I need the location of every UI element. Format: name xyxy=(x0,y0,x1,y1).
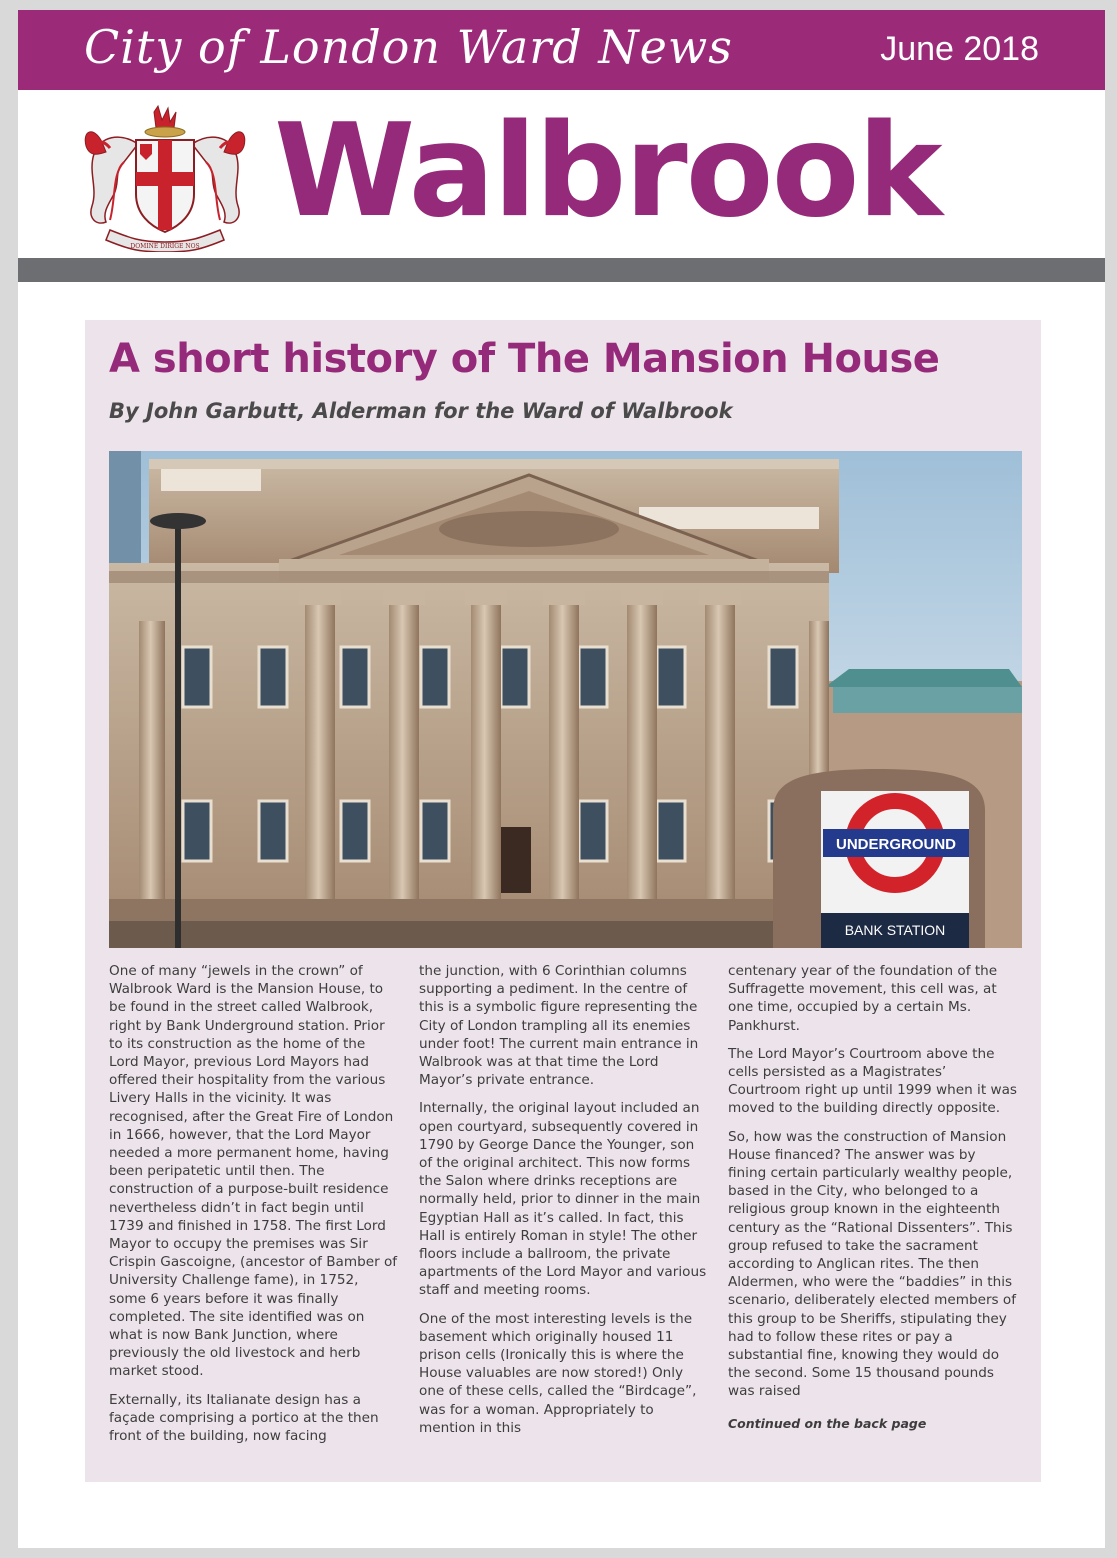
article-byline: By John Garbutt, Alderman for the Ward of Walbrook xyxy=(109,399,733,423)
article-columns xyxy=(109,962,1022,1462)
bank-station-text: BANK STATION xyxy=(844,922,946,938)
article-column-3 xyxy=(728,962,1018,1433)
ward-name: Walbrook xyxy=(274,97,941,246)
masthead-band xyxy=(18,10,1105,90)
divider-rule xyxy=(18,258,1105,282)
issue-date: June 2018 xyxy=(880,30,1039,68)
crest-motto: DOMINE DIRIGE NOS xyxy=(130,243,200,250)
column-1-paragraph: One of many “jewels in the crown” of Walbrook Ward is the Mansion House, to be found in the street called Walbrook, right by Bank Underground station. Prior to its construction as the home of the Lord Mayor, previous Lord Mayors had offered their hospitality from the various Livery Halls in the vicinity. It was recognised, after the Great Fire of London in 1666, however, that the Lord Mayor needed a more permanent home, having been peripatetic until then. The construction of a purpose-built residence nevertheless didn’t in fact begin until 1739 and finished in 1758. The first Lord Mayor to occupy the premises was Sir Crispin Gascoigne, (ancestor of Bamber of University Challenge fame), in 1752, some 6 years before it was finally completed. The site identified was on what is now Bank Junction, where previously the old livestock and herb market stood. xyxy=(109,963,398,1380)
city-of-london-crest-icon xyxy=(80,102,250,252)
mansion-house-photo xyxy=(109,451,1022,948)
article-panel xyxy=(85,320,1041,1482)
column-3-paragraph: So, how was the construction of Mansion House financed? The answer was by fining certain particularly wealthy people, based in the City, who belonged to a religious group known in the eighteenth century as the “Rational Dissenters”. This group refused to take the sacrament according to Anglican rites. The then Aldermen, who were the “baddies” in this scenario, deliberately elected members of this group to be Sheriffs, stipulating they had to follow these rites or pay a substantial fine, knowing they would do the second. Some 15 thousand pounds was raised xyxy=(728,1128,1017,1400)
article-title: A short history of The Mansion House xyxy=(109,336,940,382)
article-column-1 xyxy=(109,962,399,1455)
series-title: City of London Ward News xyxy=(84,20,733,74)
column-1-paragraph: Externally, its Italianate design has a façade comprising a portico at the then front of the building, now facing xyxy=(109,1391,379,1445)
column-2-paragraph: Internally, the original layout included an open courtyard, subsequently covered in 1790 by George Dance the Younger, son of the original architect. This now forms the Salon where drinks receptions are normally held, prior to dinner in the main Egyptian Hall as it’s called. In fact, this Hall is entirely Roman in style! The other floors include a ballroom, the private apartments of the Lord Mayor and various staff and meeting rooms. xyxy=(419,1100,707,1299)
underground-sign-text: UNDERGROUND xyxy=(836,836,956,853)
column-3-paragraph: centenary year of the foundation of the Suffragette movement, this cell was, at one time, occupied by a certain Ms. Pankhurst. xyxy=(728,963,998,1034)
column-2-paragraph: the junction, with 6 Corinthian columns supporting a pediment. In the centre of this is a symbolic figure representing the City of London trampling all its enemies under foot! The current main entrance in Walbrook was at that time the Lord Mayor’s private entrance. xyxy=(419,963,699,1089)
column-2-paragraph: One of the most interesting levels is the basement which originally housed 11 prison cells (Ironically this is where the House valuables are now stored!) Only one of these cells, called the “Birdcage”, was for a woman. Appropriately to mention in this xyxy=(419,1310,697,1436)
column-3-paragraph: The Lord Mayor’s Courtroom above the cells persisted as a Magistrates’ Courtroom right up until 1999 when it was moved to the building directly opposite. xyxy=(728,1045,1017,1117)
newsletter-page xyxy=(18,10,1105,1548)
continued-note: Continued on the back page xyxy=(728,1415,927,1431)
article-column-2 xyxy=(419,962,709,1447)
